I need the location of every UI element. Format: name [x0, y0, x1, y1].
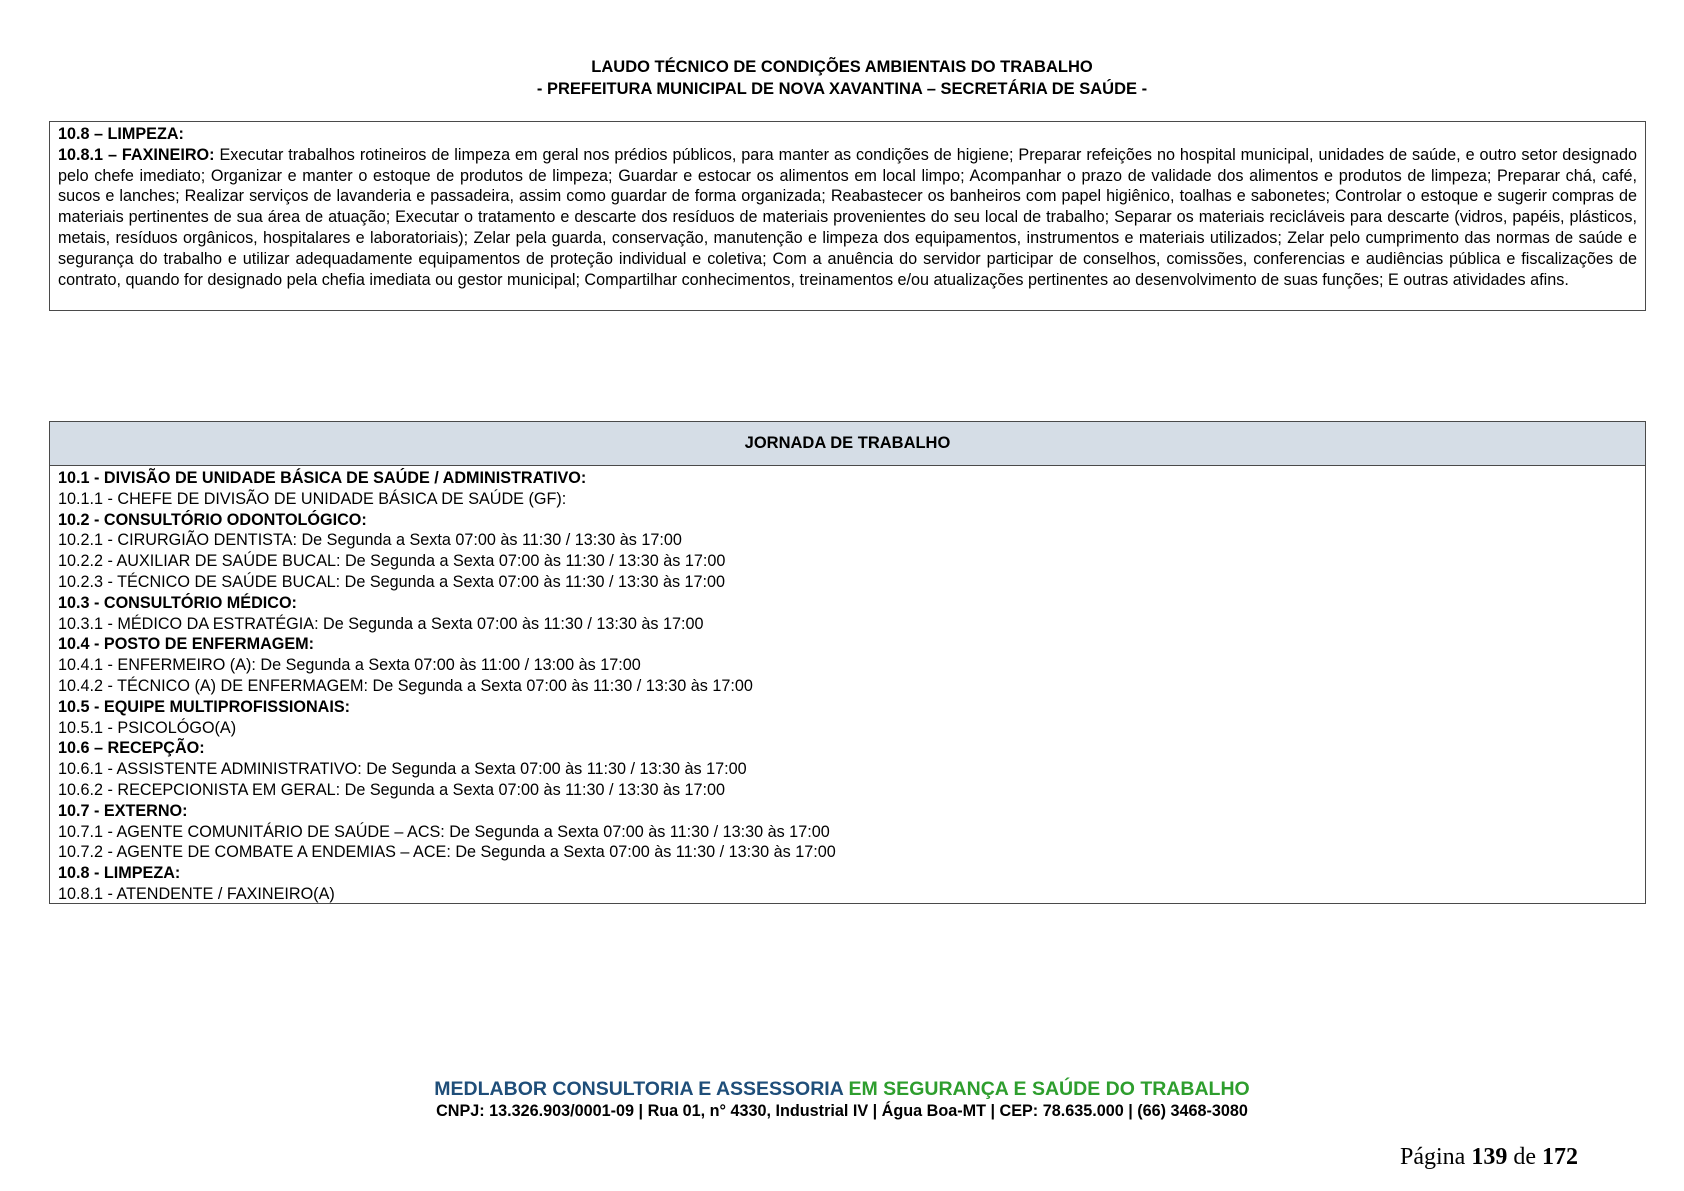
jornada-section-heading: 10.6 – RECEPÇÃO:	[58, 739, 205, 758]
limpeza-section	[49, 121, 1646, 311]
page-label: Página	[1400, 1144, 1466, 1170]
jornada-section-heading: 10.8 - LIMPEZA:	[58, 864, 181, 883]
faxineiro-label: 10.8.1 – FAXINEIRO:	[58, 145, 215, 164]
faxineiro-text: Executar trabalhos rotineiros de limpeza em geral nos prédios públicos, para manter as condições de higiene; Preparar refeições no hospital municipal, unidades de saúde, e outro setor designado pelo chefe imediato; Organizar e manter o estoque de produtos de limpeza; Guardar e estocar os alimentos em local limpo; Acompanhar o prazo de validade dos alimentos e produtos de limpeza; Preparar chá, café, sucos e lanches; Realizar serviços de lavanderia e passadeira, assim como guardar de forma organizada; Reabastecer os banheiros com papel higiênico, toalhas e sabonetes; Controlar o estoque e sugerir compras de materiais pertinentes de sua área de atuação; Executar o tratamento e descarte dos resíduos de materiais provenientes do seu local de trabalho; Separar os materiais recicláveis para descarte (vidros, papéis, plásticos, metais, resíduos orgânicos, hospitalares e laboratoriais); Zelar pela guarda, conservação, manutenção e limpeza dos equipamentos, instrumentos e materiais utilizados; Zelar pelo cumprimento das normas de saúde e segurança do trabalho e utilizar adequadamente equipamentos de proteção individual e coletiva; Com a anuência do servidor participar de conselhos, comissões, conferencias e audiências pública e fiscalizações de contrato, quando for designado pela chefia imediata ou gestor municipal; Compartilhar conhecimentos, treinamentos e/ou atualizações pertinentes ao desenvolvimento de suas funções; E outras atividades afins.	[58, 145, 1637, 289]
footer-address: CNPJ: 13.326.903/0001-09 | Rua 01, n° 4330, Industrial IV | Água Boa-MT | CEP: 78.635.000 | (66) 3468-3080	[436, 1102, 1248, 1120]
footer-company-name: MEDLABOR CONSULTORIA E ASSESSORIA	[434, 1078, 844, 1100]
jornada-item: 10.2.3 - TÉCNICO DE SAÚDE BUCAL: De Segunda a Sexta 07:00 às 11:30 / 13:30 às 17:00	[58, 572, 726, 591]
document-title: LAUDO TÉCNICO DE CONDIÇÕES AMBIENTAIS DO TRABALHO	[591, 58, 1093, 76]
jornada-item: 10.8.1 - ATENDENTE / FAXINEIRO(A)	[58, 884, 335, 903]
faxineiro-description	[58, 145, 1637, 291]
jornada-item: 10.4.2 - TÉCNICO (A) DE ENFERMAGEM: De Segunda a Sexta 07:00 às 11:30 / 13:30 às 17:00	[58, 676, 753, 695]
jornada-item: 10.6.1 - ASSISTENTE ADMINISTRATIVO: De Segunda a Sexta 07:00 às 11:30 / 13:30 às 17:00	[58, 760, 747, 779]
jornada-item: 10.1.1 - CHEFE DE DIVISÃO DE UNIDADE BÁSICA DE SAÚDE (GF):	[58, 489, 567, 508]
jornada-item: 10.7.2 - AGENTE DE COMBATE A ENDEMIAS – ACE: De Segunda a Sexta 07:00 às 11:30 / 13:30 às 17:00	[58, 843, 836, 862]
footer-company	[0, 1077, 1684, 1101]
jornada-item: 10.5.1 - PSICOLÓGO(A)	[58, 718, 237, 737]
document-header	[0, 56, 1684, 100]
document-subtitle: - PREFEITURA MUNICIPAL DE NOVA XAVANTINA – SECRETÁRIA DE SAÚDE -	[536, 80, 1148, 98]
jornada-item: 10.4.1 - ENFERMEIRO (A): De Segunda a Sexta 07:00 às 11:00 / 13:00 às 17:00	[58, 656, 641, 675]
jornada-section-heading: 10.7 - EXTERNO:	[58, 801, 188, 820]
page-current: 139	[1471, 1144, 1508, 1170]
jornada-section-heading: 10.3 - CONSULTÓRIO MÉDICO:	[58, 593, 297, 612]
jornada-title: JORNADA DE TRABALHO	[50, 422, 1645, 466]
jornada-section-heading: 10.4 - POSTO DE ENFERMAGEM:	[58, 635, 315, 654]
jornada-item: 10.2.2 - AUXILIAR DE SAÚDE BUCAL: De Segunda a Sexta 07:00 às 11:30 / 13:30 às 17:00	[58, 552, 726, 571]
jornada-item: 10.2.1 - CIRURGIÃO DENTISTA: De Segunda a Sexta 07:00 às 11:30 / 13:30 às 17:00	[58, 531, 682, 550]
jornada-section-heading: 10.5 - EQUIPE MULTIPROFISSIONAIS:	[58, 697, 351, 716]
jornada-section-heading: 10.1 - DIVISÃO DE UNIDADE BÁSICA DE SAÚDE / ADMINISTRATIVO:	[58, 469, 587, 487]
page-number	[1400, 1143, 1578, 1171]
jornada-section-heading: 10.2 - CONSULTÓRIO ODONTOLÓGICO:	[58, 510, 367, 529]
page-total: 172	[1542, 1144, 1578, 1170]
limpeza-title: 10.8 – LIMPEZA:	[58, 125, 184, 143]
jornada-item: 10.6.2 - RECEPCIONISTA EM GERAL: De Segunda a Sexta 07:00 às 11:30 / 13:30 às 17:00	[58, 780, 726, 799]
jornada-item: 10.7.1 - AGENTE COMUNITÁRIO DE SAÚDE – ACS: De Segunda a Sexta 07:00 às 11:30 / 13:30 às 17:00	[58, 822, 830, 841]
jornada-list	[50, 466, 1645, 905]
jornada-item: 10.3.1 - MÉDICO DA ESTRATÉGIA: De Segunda a Sexta 07:00 às 11:30 / 13:30 às 17:00	[58, 614, 704, 633]
footer-company-tagline: EM SEGURANÇA E SAÚDE DO TRABALHO	[843, 1078, 1250, 1100]
page-of: de	[1513, 1144, 1536, 1170]
jornada-table	[49, 421, 1646, 904]
